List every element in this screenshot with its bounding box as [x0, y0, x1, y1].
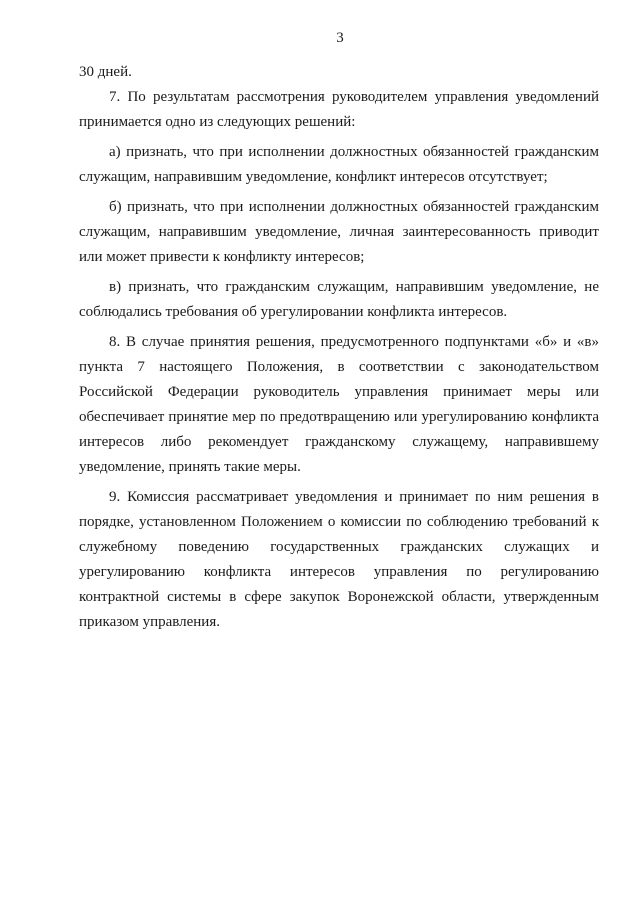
paragraph-subitem-v: в) признать, что гражданским служащим, направившим уведомление, не соблюдались требования об урегулировании конфликта интересов. [79, 279, 599, 320]
paragraph-item-8: 8. В случае принятия решения, предусмотренного подпунктами «б» и «в» пункта 7 настоящего Положения, в соответствии с законодательством Российской Федерации руководитель управления принимает меры или обеспечивает принятие мер по предотвращению или урегулированию конфликта интересов либо рекомендует гражданскому служащему, направившему уведомление, принять такие меры. [79, 334, 599, 475]
page-number: 3 [336, 30, 344, 46]
paragraph-item-9: 9. Комиссия рассматривает уведомления и принимает по ним решения в порядке, установленном Положением о комиссии по соблюдению требований к служебному поведению государственных гражданских служащих и урегулированию конфликта интересов управления по регулированию контрактной системы в сфере закупок Воронежской области, утвержденным приказом управления. [79, 489, 599, 630]
paragraph-subitem-a: а) признать, что при исполнении должностных обязанностей гражданским служащим, направившим уведомление, конфликт интересов отсутствует; [79, 144, 599, 185]
paragraph-subitem-b: б) признать, что при исполнении должностных обязанностей гражданским служащим, направившим уведомление, личная заинтересованность приводит или может привести к конфликту интересов; [79, 199, 599, 265]
document-body [79, 60, 599, 635]
paragraph-item-7: 7. По результатам рассмотрения руководителем управления уведомлений принимается одно из следующих решений: [79, 89, 599, 130]
paragraph-continuation: 30 дней. [79, 64, 132, 80]
